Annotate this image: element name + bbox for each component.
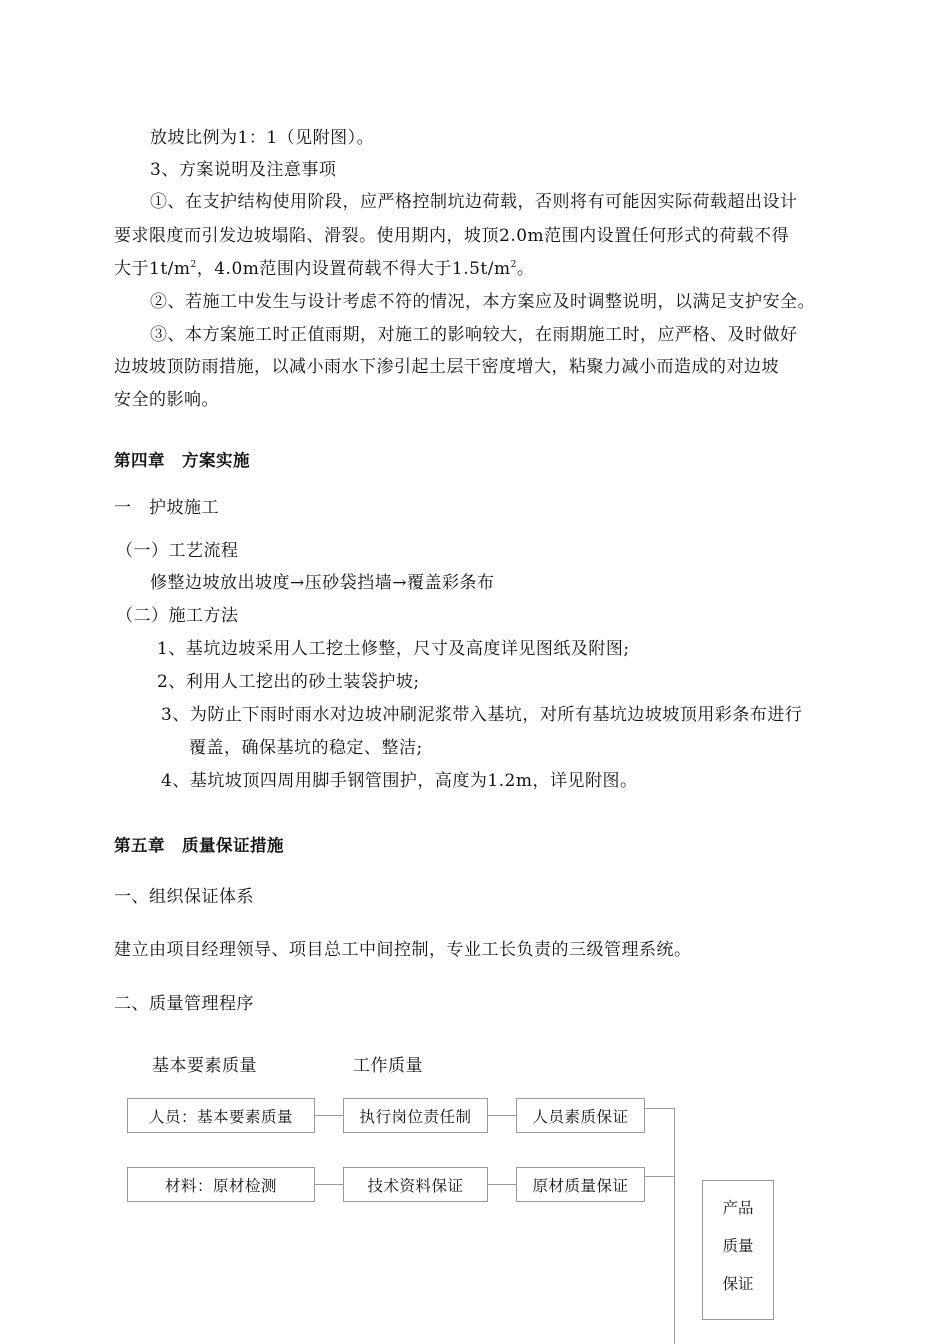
method-1: 1、基坑边坡采用人工挖土修整，尺寸及高度详见图纸及附图; [157,639,630,659]
product-quality-line: 产品 [722,1199,754,1217]
flow-col2-header: 工作质量 [353,1056,423,1076]
product-quality-line: 质量 [722,1237,754,1255]
flow-connector [645,1108,674,1109]
flow-connector [645,1176,674,1177]
method-4: 4、基坑坡顶四周用脚手钢管围护，高度为1.2m，详见附图。 [161,771,638,791]
note3-line3: 安全的影响。 [114,390,219,410]
process-title: （一）工艺流程 [116,541,239,561]
flow-box-product-quality [702,1180,774,1320]
chapter4-title: 第四章 方案实施 [114,451,250,470]
slope-ratio-text: 放坡比例为1：1（见附图）。 [150,128,375,148]
method-3-line2: 覆盖，确保基坑的稳定、整洁; [189,738,423,758]
process-text: 修整边坡放出坡度→压砂袋挡墙→覆盖彩条布 [150,573,495,593]
flow-box-tech-docs: 技术资料保证 [343,1167,488,1202]
flow-col1-header: 基本要素质量 [152,1056,257,1076]
note1-line1: ①、在支护结构使用阶段，应严格控制坑边荷载，否则将有可能因实际荷载超出设计 [150,192,798,212]
flow-box-duty: 执行岗位责任制 [343,1098,488,1133]
product-quality-line: 保证 [722,1275,754,1293]
chapter5-title: 第五章 质量保证措施 [114,836,284,855]
note3-line2: 边坡坡顶防雨措施，以减小雨水下渗引起土层干密度增大，粘聚力减小而造成的对边坡 [114,357,779,377]
chapter4-sub1: 一 护坡施工 [114,498,219,518]
note3-line1: ③、本方案施工时正值雨期，对施工的影响较大，在雨期施工时，应严格、及时做好 [150,325,798,345]
flow-connector [315,1184,343,1185]
chapter5-sub1-text: 建立由项目经理领导、项目总工中间控制，专业工长负责的三级管理系统。 [114,940,692,960]
method-title: （二）施工方法 [116,606,239,626]
note1-line2: 要求限度而引发边坡塌陷、滑裂。使用期内，坡顶2.0m范围内设置任何形式的荷载不得 [114,226,790,246]
flow-connector [488,1115,516,1116]
flow-connector [488,1184,516,1185]
note2: ②、若施工中发生与设计考虑不符的情况，本方案应及时调整说明，以满足支护安全。 [150,292,815,312]
flow-box-personnel: 人员：基本要素质量 [127,1098,315,1133]
method-3-line1: 3、为防止下雨时雨水对边坡冲刷泥浆带入基坑，对所有基坑边坡坡顶用彩条布进行 [161,705,803,725]
method-2: 2、利用人工挖出的砂土装袋护坡; [157,672,420,692]
chapter5-sub2: 二、质量管理程序 [114,994,254,1014]
flow-connector [315,1115,343,1116]
note1-line3: 大于$1t/m^2$，4.0m范围内设置荷载不得大于$1.5t/m^2$。 [114,259,535,279]
flow-box-material-quality: 原材质量保证 [516,1167,645,1202]
chapter5-sub1: 一、组织保证体系 [114,887,254,907]
item3-title: 3、方案说明及注意事项 [150,160,337,180]
flow-vertical-connector [674,1108,675,1344]
flow-box-material: 材料：原材检测 [127,1167,315,1202]
flow-box-staff-quality: 人员素质保证 [516,1098,645,1133]
